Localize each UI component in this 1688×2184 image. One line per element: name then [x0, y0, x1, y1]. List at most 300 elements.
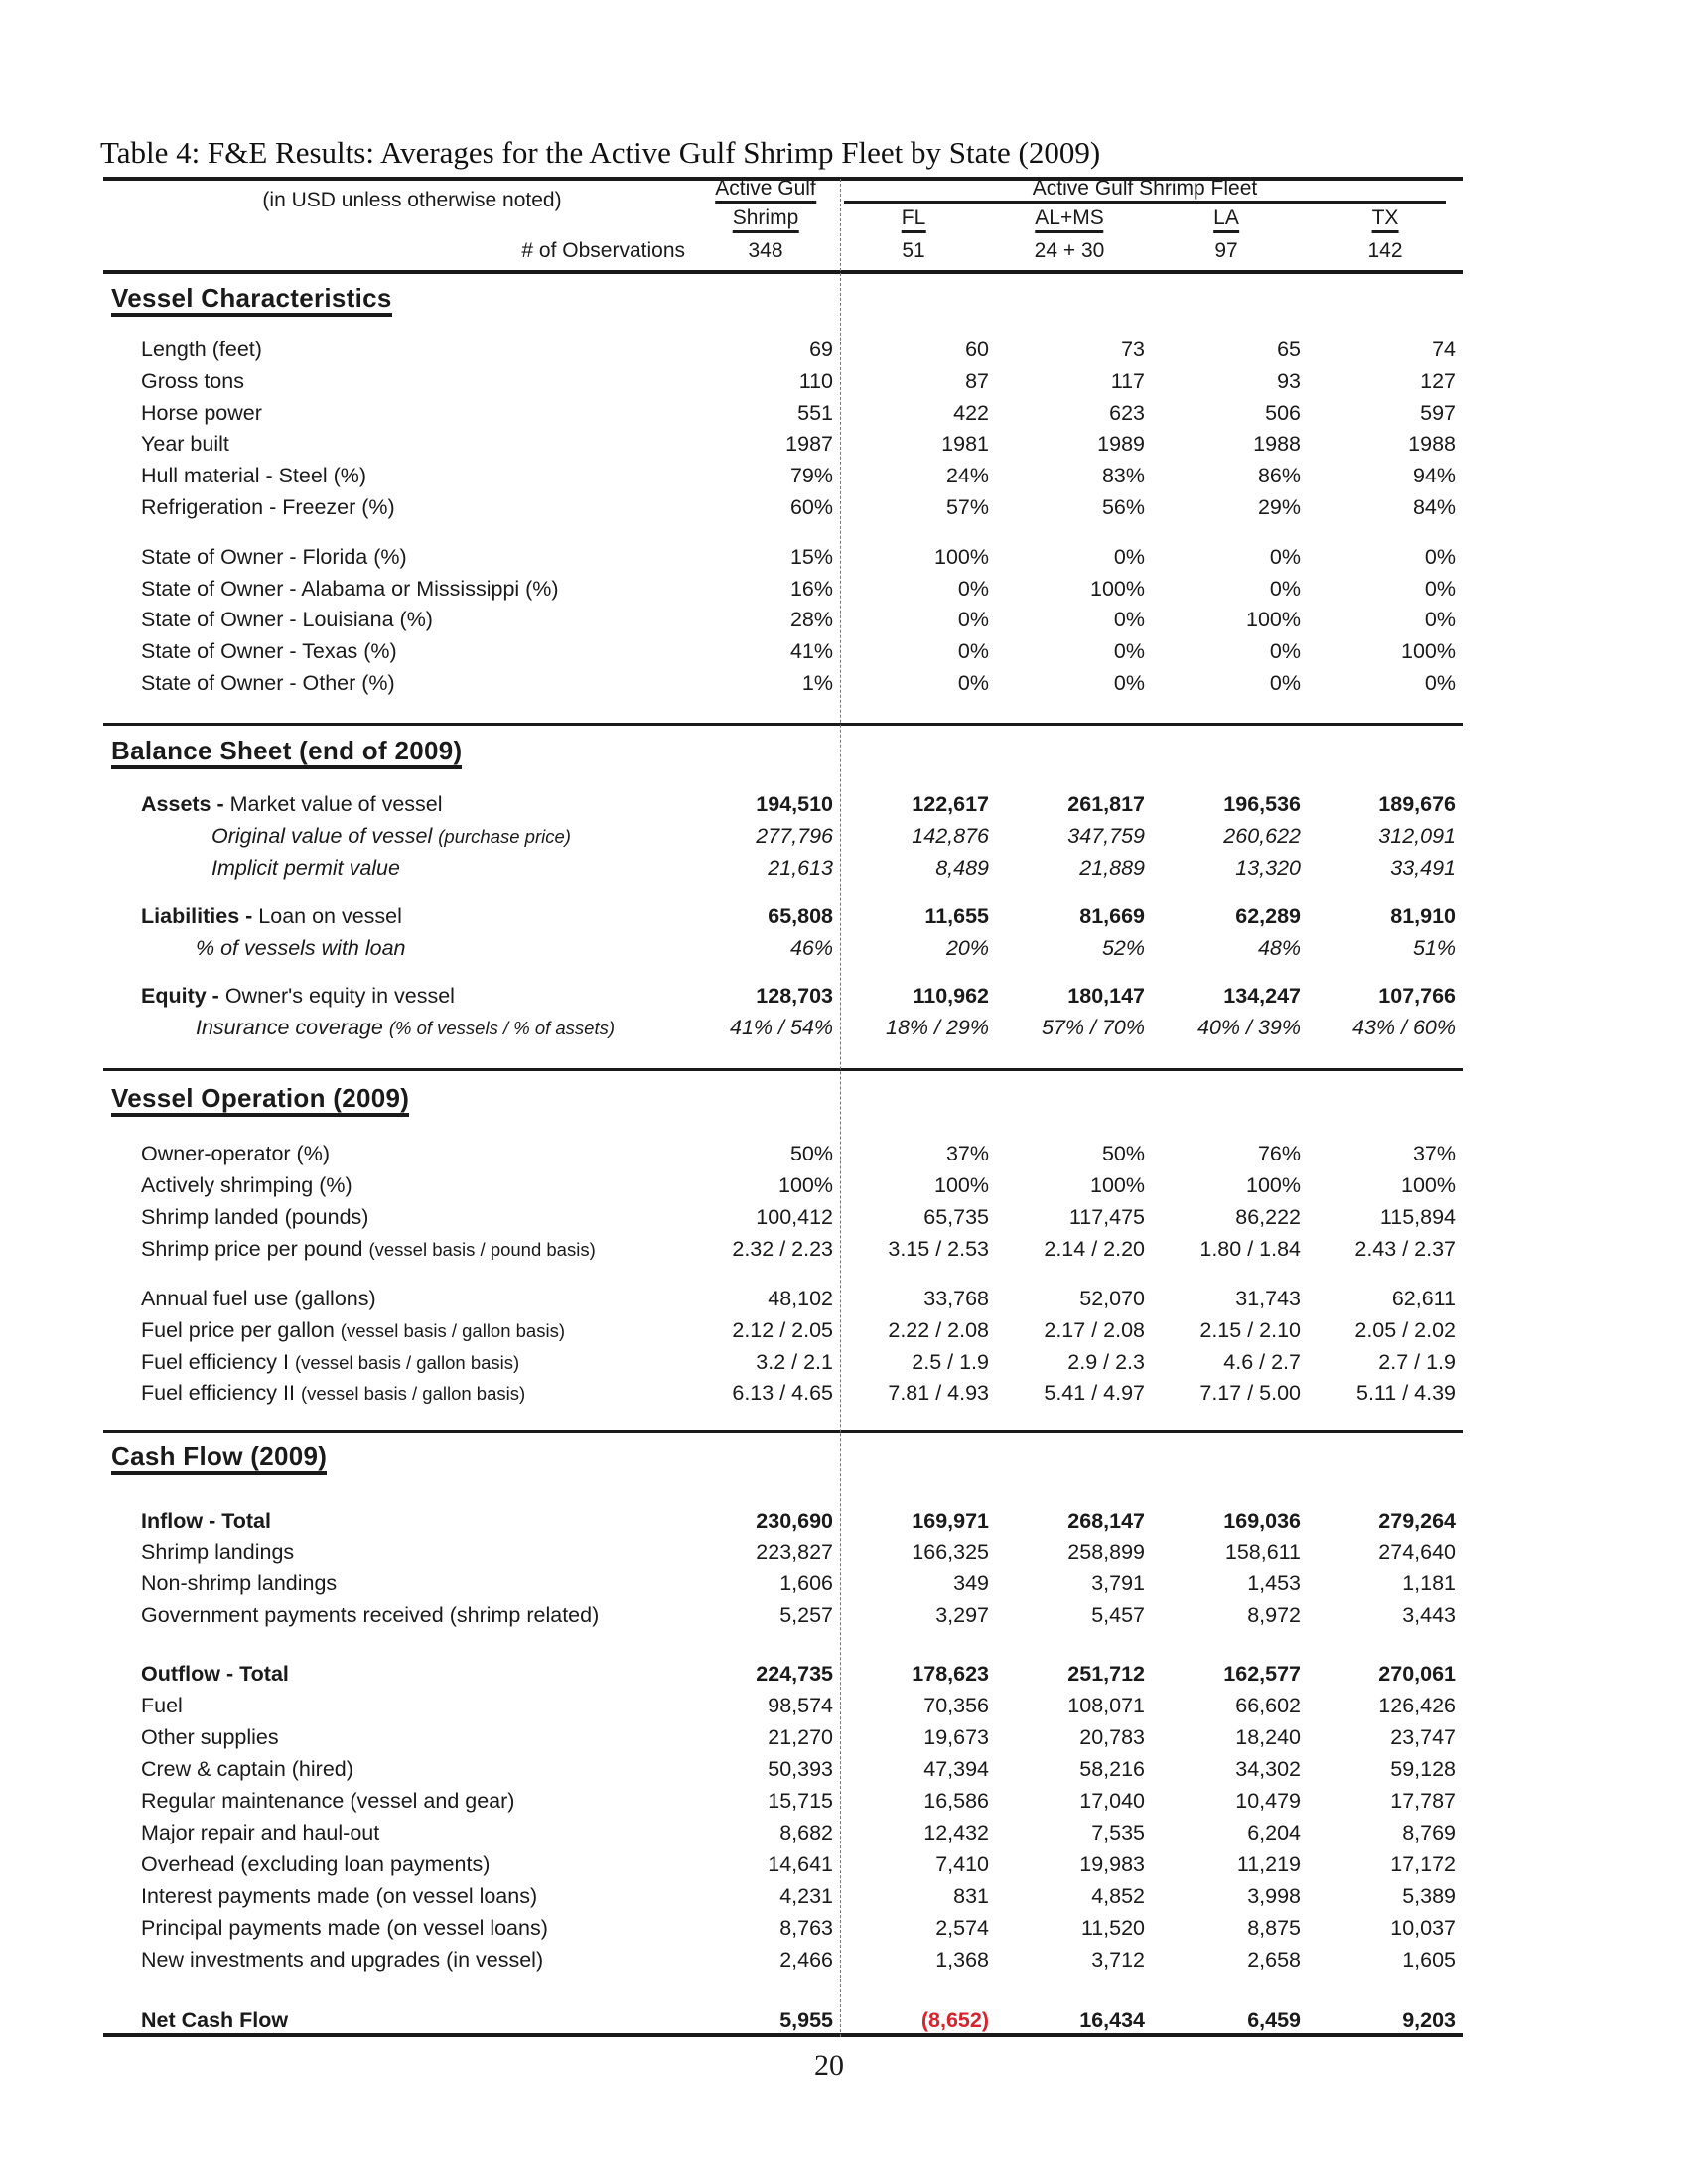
cell-value: 11,219	[1236, 1852, 1301, 1876]
row-label	[141, 607, 433, 632]
cell-value: 0%	[1269, 671, 1301, 695]
fleet-group-header: Active Gulf Shrimp Fleet	[844, 177, 1446, 204]
cell-value: 16,586	[923, 1789, 989, 1813]
cell-value: 1981	[941, 432, 989, 456]
cell-value: 40% / 39%	[1197, 1016, 1301, 1039]
cell-value: 10,037	[1390, 1916, 1456, 1940]
row-label-prefix: Equity -	[141, 984, 225, 1008]
cell-value: 0%	[957, 608, 989, 631]
cell-value: 2.12 / 2.05	[732, 1318, 833, 1342]
row-label	[141, 544, 407, 570]
row-label-text: State of Owner - Other (%)	[141, 671, 395, 695]
row-label-text: State of Owner - Louisiana (%)	[141, 608, 433, 631]
row-label-text: Interest payments made (on vessel loans)	[141, 1884, 538, 1908]
col-la: LA	[1213, 206, 1239, 230]
row-label	[141, 670, 395, 696]
row-label-text: Fuel efficiency II	[141, 1381, 301, 1405]
cell-value: 81,669	[1079, 904, 1145, 928]
cell-value: 98,574	[768, 1694, 833, 1717]
cell-value: 17,172	[1390, 1852, 1456, 1876]
cell-value: 11,520	[1080, 1916, 1145, 1940]
cell-value: 1,181	[1402, 1571, 1456, 1595]
cell-value: 41%	[789, 639, 833, 663]
cell-value: 11,655	[924, 904, 989, 928]
row-label-text: Original value of vessel	[211, 824, 439, 848]
cell-value: 0%	[1113, 639, 1145, 663]
observations-label: # of Observations	[521, 239, 685, 262]
cell-value: 62,289	[1235, 904, 1301, 928]
cell-value: 224,735	[756, 1662, 833, 1686]
row-label-text: Major repair and haul-out	[141, 1821, 380, 1844]
cell-value: 31,743	[1235, 1287, 1301, 1310]
cell-value: 56%	[1101, 495, 1145, 519]
cell-value: 43% / 60%	[1352, 1016, 1456, 1039]
row-label-text: Crew & captain (hired)	[141, 1757, 353, 1781]
cell-value: 506	[1265, 401, 1301, 425]
cell-value: 2.15 / 2.10	[1199, 1318, 1301, 1342]
section-heading-balance-sheet: Balance Sheet (end of 2009)	[111, 737, 462, 769]
row-label-text: Owner's equity in vessel	[224, 984, 455, 1008]
row-label	[141, 1286, 376, 1312]
cell-value: 1988	[1408, 432, 1456, 456]
row-label	[141, 791, 443, 817]
cell-value: 34,302	[1235, 1757, 1301, 1781]
row-label	[141, 1851, 490, 1877]
cell-value: 100%	[1090, 577, 1145, 601]
row-label-text: Loan on vessel	[258, 904, 402, 928]
cell-value: 597	[1420, 401, 1456, 425]
cell-value: 623	[1109, 401, 1145, 425]
cell-value: 5,389	[1402, 1884, 1456, 1908]
row-label-text: Fuel	[141, 1694, 183, 1717]
row-label	[141, 1570, 337, 1596]
cell-value: 20,783	[1079, 1725, 1145, 1749]
cell-value: 166,325	[912, 1540, 989, 1564]
cell-value: 100%	[1090, 1173, 1145, 1197]
cell-value: 127	[1420, 369, 1456, 393]
row-label-text: Year built	[141, 432, 229, 456]
cell-value: 261,817	[1067, 792, 1145, 816]
cell-value: 551	[797, 401, 833, 425]
cell-value: 81,910	[1390, 904, 1456, 928]
cell-value: 2.43 / 2.37	[1354, 1237, 1456, 1261]
cell-value: 230,690	[756, 1509, 833, 1533]
row-label	[141, 337, 262, 362]
row-label	[141, 494, 395, 520]
cell-value: 13,320	[1235, 856, 1301, 880]
cell-value: 312,091	[1378, 824, 1456, 848]
cell-value: 2,466	[779, 1948, 833, 1972]
cell-value: 0%	[1424, 577, 1456, 601]
cell-value: 60	[965, 338, 989, 361]
cell-value: 107,766	[1378, 984, 1456, 1008]
cell-value: 2.7 / 1.9	[1378, 1350, 1456, 1374]
cell-value: 0%	[1113, 545, 1145, 569]
col-fl: FL	[902, 206, 926, 230]
cell-value: 51%	[1412, 936, 1456, 960]
cell-value: 17,787	[1390, 1789, 1456, 1813]
cell-value: 3,443	[1402, 1603, 1456, 1627]
row-label-text: % of vessels with loan	[196, 936, 406, 960]
cell-value: 2.9 / 2.3	[1067, 1350, 1145, 1374]
row-label-text: Overhead (excluding loan payments)	[141, 1852, 491, 1876]
cell-value: 47,394	[923, 1757, 989, 1781]
cell-value: 6,459	[1247, 2008, 1301, 2032]
row-label	[141, 1539, 294, 1565]
cell-value: 62,611	[1391, 1287, 1456, 1310]
cell-value: 100%	[1246, 1173, 1301, 1197]
cell-value: 0%	[1269, 577, 1301, 601]
cell-value: 65,808	[768, 904, 833, 928]
cell-value: 1,453	[1247, 1571, 1301, 1595]
cell-value: 158,611	[1224, 1540, 1301, 1564]
cell-value: 46%	[789, 936, 833, 960]
cell-value: 110	[798, 369, 833, 393]
row-label	[141, 400, 262, 426]
cell-value: 0%	[957, 577, 989, 601]
row-label	[141, 983, 455, 1009]
cell-value: 15,715	[768, 1789, 833, 1813]
row-label-text: State of Owner - Alabama or Mississippi (%)	[141, 577, 559, 601]
row-label-text: Other supplies	[141, 1725, 279, 1749]
cell-value: 3,297	[935, 1603, 989, 1627]
row-label-text: Government payments received (shrimp related)	[141, 1603, 600, 1627]
obs-fl: 51	[902, 239, 925, 262]
row-label-text: Insurance coverage	[196, 1016, 389, 1039]
cell-value: 1,606	[779, 1571, 833, 1595]
cell-value: 1,605	[1402, 1948, 1456, 1972]
cell-value: 110,962	[913, 984, 989, 1008]
units-note: (in USD unless otherwise noted)	[262, 189, 562, 211]
cell-value: 8,972	[1247, 1603, 1301, 1627]
cell-value: 3,791	[1091, 1571, 1145, 1595]
row-label	[141, 1661, 289, 1687]
row-label	[141, 903, 402, 929]
cell-value: 52,070	[1079, 1287, 1145, 1310]
cell-value: 21,889	[1079, 856, 1145, 880]
row-label	[141, 1141, 330, 1167]
cell-value: 2,574	[935, 1916, 989, 1940]
cell-value: 0%	[1269, 639, 1301, 663]
cell-value: 0%	[1424, 608, 1456, 631]
cell-value: 196,536	[1223, 792, 1301, 816]
row-label-text: Owner-operator (%)	[141, 1142, 330, 1165]
cell-value: 2.32 / 2.23	[732, 1237, 833, 1261]
cell-value: 59,128	[1390, 1757, 1456, 1781]
row-label	[141, 368, 244, 394]
cell-value: 58,216	[1079, 1757, 1145, 1781]
obs-al-ms: 24 + 30	[1034, 239, 1105, 262]
cell-value: 79%	[789, 464, 833, 487]
cell-value: 7,410	[935, 1852, 989, 1876]
row-label-prefix: Assets -	[141, 792, 230, 816]
row-label-text: Hull material - Steel (%)	[141, 464, 366, 487]
cell-value: 268,147	[1067, 1509, 1145, 1533]
cell-value: 66,602	[1235, 1694, 1301, 1717]
row-label-text: Fuel price per gallon	[141, 1318, 341, 1342]
cell-value: 17,040	[1079, 1789, 1145, 1813]
cell-value: 180,147	[1067, 984, 1145, 1008]
cell-value: 50%	[1101, 1142, 1145, 1165]
bottom-rule	[103, 2033, 1463, 2037]
cell-value: 1987	[785, 432, 833, 456]
section-rule-operation	[103, 1068, 1463, 1071]
cell-value: 108,071	[1067, 1694, 1145, 1717]
row-label	[141, 1883, 537, 1909]
cell-value: 10,479	[1235, 1789, 1301, 1813]
cell-value: 18% / 29%	[886, 1016, 989, 1039]
cell-value: 7.81 / 4.93	[888, 1381, 989, 1405]
cell-value: 258,899	[1067, 1540, 1145, 1564]
cell-value: 15%	[789, 545, 833, 569]
cell-value: 7,535	[1091, 1821, 1145, 1844]
obs-active-gulf: 348	[748, 239, 783, 262]
cell-value: 251,712	[1067, 1662, 1145, 1686]
cell-value: 57%	[945, 495, 989, 519]
cell-value: 4.6 / 2.7	[1223, 1350, 1301, 1374]
cell-value: 48%	[1257, 936, 1301, 960]
row-label	[141, 1693, 183, 1718]
cell-value: 8,875	[1247, 1916, 1301, 1940]
cell-value: 349	[953, 1571, 989, 1595]
col-tx: TX	[1372, 206, 1399, 230]
row-label-text: State of Owner - Texas (%)	[141, 639, 397, 663]
row-label	[141, 1788, 514, 1814]
cell-value: 2.17 / 2.08	[1044, 1318, 1145, 1342]
row-label-text: Refrigeration - Freezer (%)	[141, 495, 395, 519]
cell-value: 126,426	[1378, 1694, 1456, 1717]
row-label-text: Outflow - Total	[141, 1662, 289, 1686]
cell-value: 5.41 / 4.97	[1044, 1381, 1145, 1405]
cell-value: 0%	[957, 639, 989, 663]
cell-value: 86%	[1257, 464, 1301, 487]
cell-value: 3,998	[1247, 1884, 1301, 1908]
cell-value: 100%	[1401, 639, 1456, 663]
cell-value: 12,432	[923, 1821, 989, 1844]
row-label-text: Length (feet)	[141, 338, 262, 361]
cell-value: 1989	[1097, 432, 1145, 456]
column-divider	[840, 179, 841, 2037]
cell-value: 41% / 54%	[730, 1016, 833, 1039]
row-label	[196, 1015, 615, 1041]
cell-value: 5,457	[1091, 1603, 1145, 1627]
row-label	[141, 431, 229, 457]
cell-value: 3.2 / 2.1	[756, 1350, 833, 1374]
cell-value: 60%	[789, 495, 833, 519]
cell-value: 3,712	[1091, 1948, 1145, 1972]
cell-value: 19,673	[923, 1725, 989, 1749]
cell-value: 21,613	[768, 856, 833, 880]
cell-value: 223,827	[756, 1540, 833, 1564]
row-label-text: Annual fuel use (gallons)	[141, 1287, 376, 1310]
obs-tx: 142	[1367, 239, 1403, 262]
cell-value: 7.17 / 5.00	[1199, 1381, 1301, 1405]
cell-value: 8,682	[779, 1821, 833, 1844]
cell-value: 50,393	[768, 1757, 833, 1781]
cell-value: 169,971	[912, 1509, 989, 1533]
row-label-text: Gross tons	[141, 369, 244, 393]
cell-value: 5.11 / 4.39	[1355, 1381, 1456, 1405]
cell-value: 0%	[1113, 608, 1145, 631]
row-label	[141, 1724, 279, 1750]
row-label	[141, 1756, 353, 1782]
cell-value: 2.05 / 2.02	[1354, 1318, 1456, 1342]
cell-value: (8,652)	[920, 2008, 989, 2032]
cell-value: 84%	[1412, 495, 1456, 519]
cell-value: 93	[1277, 369, 1301, 393]
row-label-text: State of Owner - Florida (%)	[141, 545, 407, 569]
cell-value: 0%	[1424, 545, 1456, 569]
row-label	[141, 1602, 599, 1628]
row-label-note: (vessel basis / gallon basis)	[340, 1320, 565, 1341]
cell-value: 4,852	[1091, 1884, 1145, 1908]
cell-value: 2.14 / 2.20	[1044, 1237, 1145, 1261]
section-heading-vessel-characteristics: Vessel Characteristics	[111, 284, 392, 317]
cell-value: 76%	[1257, 1142, 1301, 1165]
cell-value: 24%	[945, 464, 989, 487]
cell-value: 4,231	[779, 1884, 833, 1908]
row-label	[196, 935, 406, 961]
cell-value: 0%	[957, 671, 989, 695]
cell-value: 83%	[1101, 464, 1145, 487]
row-label-text: Inflow - Total	[141, 1509, 271, 1533]
row-label-text: New investments and upgrades (in vessel)	[141, 1948, 544, 1972]
table-title: Table 4: F&E Results: Averages for the Active Gulf Shrimp Fleet by State (2009)	[100, 135, 1101, 170]
obs-la: 97	[1214, 239, 1238, 262]
cell-value: 5,257	[779, 1603, 833, 1627]
section-rule-balance	[103, 723, 1463, 726]
cell-value: 100%	[934, 545, 989, 569]
cell-value: 122,617	[912, 792, 989, 816]
cell-value: 48,102	[768, 1287, 833, 1310]
col-active-gulf-line1: Active Gulf	[715, 177, 816, 201]
cell-value: 28%	[789, 608, 833, 631]
row-label	[141, 1508, 271, 1534]
row-label-text: Market value of vessel	[229, 792, 443, 816]
cell-value: 194,510	[756, 792, 833, 816]
cell-value: 100,412	[756, 1205, 833, 1229]
cell-value: 21,270	[768, 1725, 833, 1749]
row-label	[141, 2007, 288, 2033]
cell-value: 3.15 / 2.53	[888, 1237, 989, 1261]
cell-value: 100%	[778, 1173, 833, 1197]
cell-value: 128,703	[756, 984, 833, 1008]
cell-value: 50%	[789, 1142, 833, 1165]
row-label-text: Fuel efficiency I	[141, 1350, 295, 1374]
cell-value: 347,759	[1067, 824, 1145, 848]
cell-value: 6,204	[1247, 1821, 1301, 1844]
row-label	[141, 638, 397, 664]
cell-value: 117	[1110, 369, 1145, 393]
row-label	[141, 1172, 352, 1199]
cell-value: 0%	[1113, 671, 1145, 695]
cell-value: 1,368	[935, 1948, 989, 1972]
cell-value: 5,955	[779, 2008, 833, 2032]
header-bottom-rule	[103, 270, 1463, 274]
row-label-note: (purchase price)	[438, 826, 571, 847]
cell-value: 86,222	[1235, 1205, 1301, 1229]
cell-value: 260,622	[1223, 824, 1301, 848]
section-heading-vessel-operation: Vessel Operation (2009)	[111, 1084, 409, 1117]
row-label-note: (% of vessels / % of assets)	[388, 1018, 616, 1038]
row-label	[211, 823, 571, 850]
cell-value: 162,577	[1223, 1662, 1301, 1686]
cell-value: 37%	[945, 1142, 989, 1165]
cell-value: 19,983	[1079, 1852, 1145, 1876]
cell-value: 100%	[1401, 1173, 1456, 1197]
cell-value: 87	[965, 369, 989, 393]
cell-value: 2.5 / 1.9	[912, 1350, 989, 1374]
cell-value: 74	[1432, 338, 1456, 361]
col-active-gulf-line2: Shrimp	[733, 206, 799, 230]
row-label-text: Principal payments made (on vessel loans)	[141, 1916, 548, 1940]
cell-value: 100%	[1246, 608, 1301, 631]
cell-value: 20%	[945, 936, 989, 960]
cell-value: 33,491	[1390, 856, 1456, 880]
cell-value: 100%	[934, 1173, 989, 1197]
cell-value: 422	[953, 401, 989, 425]
row-label-text: Shrimp price per pound	[141, 1237, 369, 1261]
row-label-text: Regular maintenance (vessel and gear)	[141, 1789, 515, 1813]
row-label-text: Horse power	[141, 401, 262, 425]
row-label	[141, 1317, 565, 1344]
cell-value: 8,489	[935, 856, 989, 880]
cell-value: 37%	[1412, 1142, 1456, 1165]
cell-value: 18,240	[1235, 1725, 1301, 1749]
cell-value: 52%	[1101, 936, 1145, 960]
cell-value: 142,876	[912, 824, 989, 848]
cell-value: 0%	[1269, 545, 1301, 569]
cell-value: 29%	[1257, 495, 1301, 519]
cell-value: 57% / 70%	[1042, 1016, 1145, 1039]
cell-value: 65,735	[923, 1205, 989, 1229]
row-label	[141, 463, 366, 488]
cell-value: 69	[809, 338, 833, 361]
cell-value: 831	[953, 1884, 989, 1908]
row-label-prefix: Liabilities -	[141, 904, 259, 928]
cell-value: 14,641	[768, 1852, 833, 1876]
row-label-text: Net Cash Flow	[141, 2008, 289, 2032]
row-label-note: (vessel basis / pound basis)	[368, 1239, 596, 1260]
cell-value: 0%	[1424, 671, 1456, 695]
row-label-text: Shrimp landed (pounds)	[141, 1205, 369, 1229]
row-label	[211, 855, 400, 881]
cell-value: 134,247	[1223, 984, 1301, 1008]
cell-value: 16,434	[1079, 2008, 1145, 2032]
cell-value: 1988	[1253, 432, 1301, 456]
cell-value: 189,676	[1378, 792, 1456, 816]
cell-value: 169,036	[1223, 1509, 1301, 1533]
cell-value: 115,894	[1379, 1205, 1456, 1229]
cell-value: 73	[1121, 338, 1145, 361]
cell-value: 2.22 / 2.08	[888, 1318, 989, 1342]
row-label	[141, 1915, 548, 1941]
row-label-text: Implicit permit value	[211, 856, 400, 880]
row-label-note: (vessel basis / gallon basis)	[294, 1352, 520, 1373]
cell-value: 94%	[1412, 464, 1456, 487]
page-number: 20	[814, 2049, 844, 2082]
cell-value: 277,796	[756, 824, 833, 848]
cell-value: 33,768	[923, 1287, 989, 1310]
row-label	[141, 1820, 379, 1845]
row-label	[141, 1947, 543, 1973]
cell-value: 16%	[789, 577, 833, 601]
row-label-text: Shrimp landings	[141, 1540, 295, 1564]
col-al-ms: AL+MS	[1035, 206, 1103, 230]
cell-value: 279,264	[1378, 1509, 1456, 1533]
section-heading-cash-flow: Cash Flow (2009)	[111, 1442, 327, 1475]
cell-value: 2,658	[1247, 1948, 1301, 1972]
